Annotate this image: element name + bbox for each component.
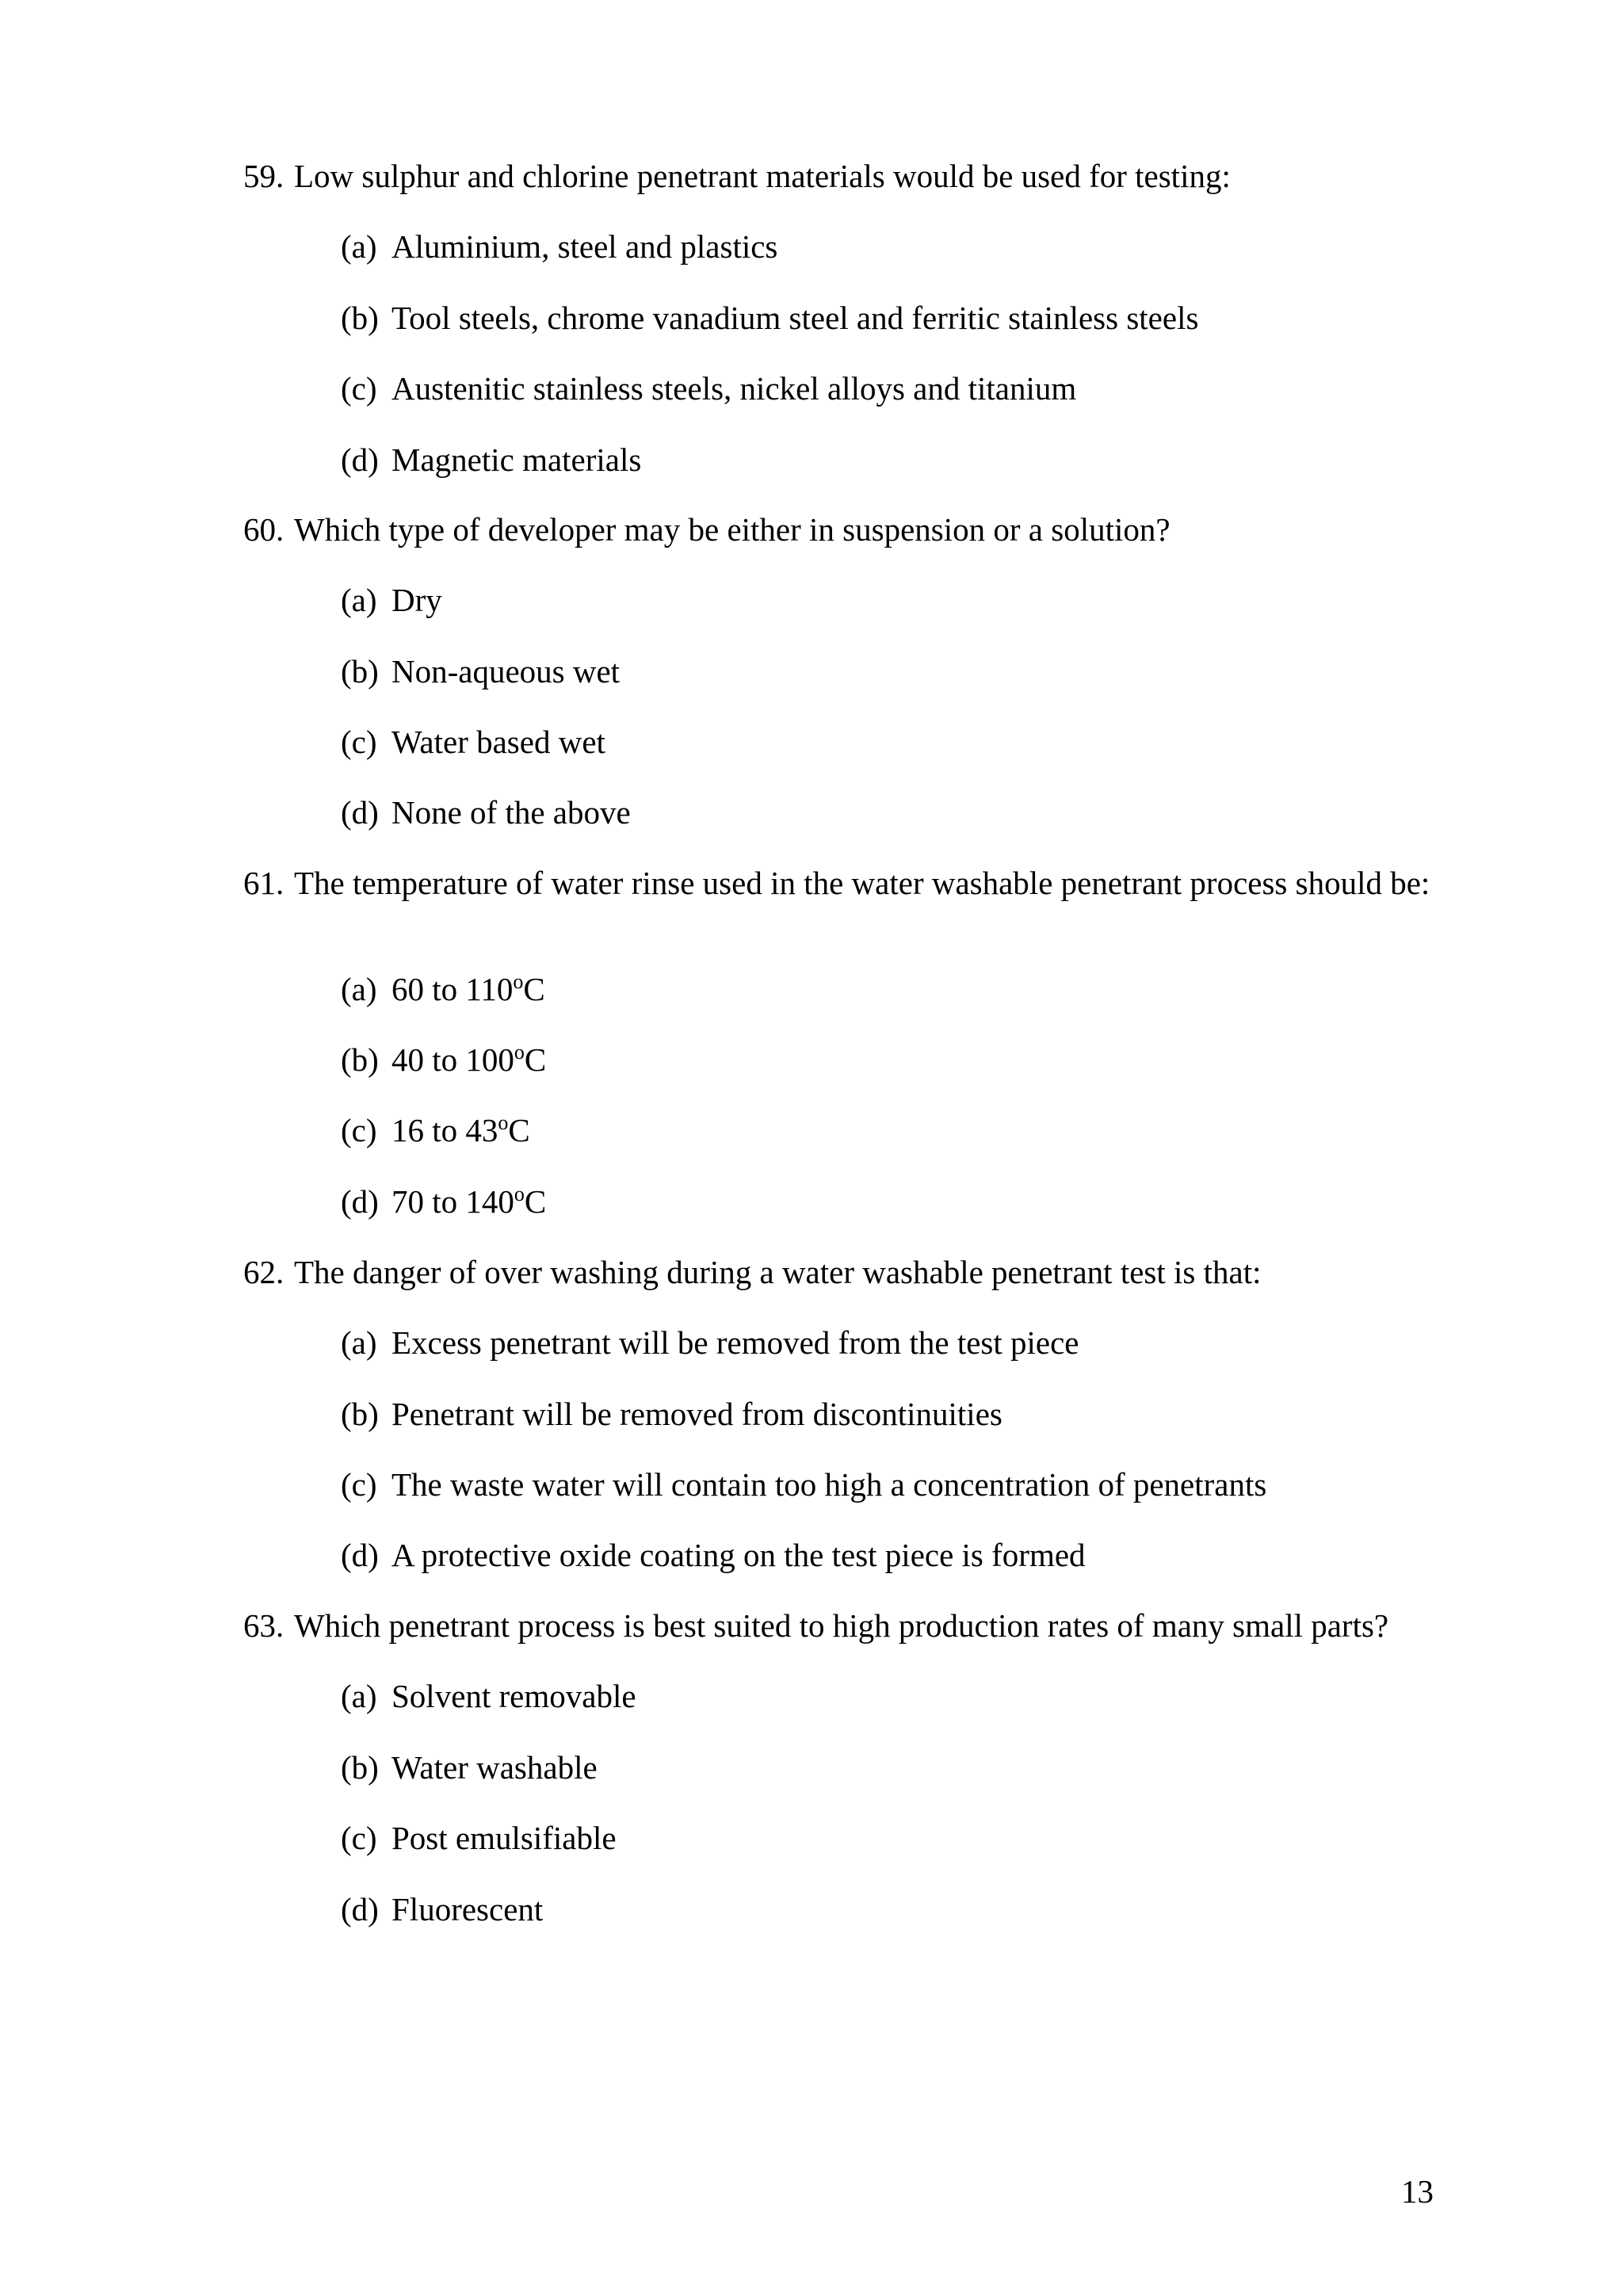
- option-text: None of the above: [391, 794, 631, 831]
- option-59-a: [341, 227, 777, 266]
- question-59: [243, 156, 1438, 196]
- option-letter: (d): [341, 1183, 379, 1220]
- option-letter: (c): [341, 1820, 377, 1856]
- option-60-d: [341, 793, 631, 832]
- question-number: 62.: [243, 1254, 285, 1290]
- option-text: Solvent removable: [391, 1678, 636, 1714]
- option-text: A protective oxide coating on the test piece is formed: [391, 1537, 1086, 1573]
- option-letter: (d): [341, 1537, 379, 1573]
- question-60: [243, 510, 1438, 549]
- option-text: Aluminium, steel and plastics: [391, 228, 778, 265]
- option-letter: (b): [341, 653, 379, 690]
- option-text: Water washable: [391, 1749, 598, 1786]
- option-text: Magnetic materials: [391, 441, 642, 478]
- option-62-b: [341, 1394, 1002, 1434]
- question-text: Which type of developer may be either in suspension or a solution?: [294, 511, 1170, 548]
- option-text: Excess penetrant will be removed from the test piece: [391, 1324, 1079, 1361]
- question-63: [243, 1606, 1438, 1645]
- question-number: 60.: [243, 511, 285, 548]
- option-text: Fluorescent: [391, 1891, 544, 1927]
- option-60-a: [341, 580, 442, 620]
- question-number: 59.: [243, 158, 285, 194]
- option-letter: (c): [341, 370, 377, 407]
- option-text: Post emulsifiable: [391, 1820, 617, 1856]
- question-number: 61.: [243, 865, 285, 901]
- question-text: The temperature of water rinse used in the water washable penetrant process should be:: [294, 865, 1430, 901]
- option-63-d: [341, 1889, 543, 1929]
- question-62: [243, 1252, 1438, 1292]
- option-63-a: [341, 1676, 636, 1716]
- option-letter: (d): [341, 794, 379, 831]
- option-letter: (a): [341, 1324, 377, 1361]
- option-60-c: [341, 722, 605, 762]
- option-text: 70 to 140$^o$C: [391, 1182, 547, 1220]
- option-63-b: [341, 1748, 598, 1787]
- option-text: Tool steels, chrome vanadium steel and ferritic stainless steels: [391, 300, 1199, 336]
- option-59-b: [341, 298, 1198, 338]
- option-letter: (a): [341, 582, 377, 618]
- option-62-a: [341, 1323, 1079, 1362]
- option-text: Water based wet: [391, 724, 605, 760]
- question-text: Low sulphur and chlorine penetrant materials would be used for testing:: [294, 158, 1231, 194]
- option-text: The waste water will contain too high a concentration of penetrants: [391, 1466, 1267, 1503]
- question-text: Which penetrant process is best suited to high production rates of many small parts?: [294, 1607, 1389, 1644]
- option-62-d: [341, 1535, 1086, 1575]
- option-59-c: [341, 369, 1076, 408]
- option-letter: (d): [341, 1891, 379, 1927]
- option-61-a: [341, 969, 545, 1009]
- option-61-d: [341, 1182, 546, 1221]
- option-text: 40 to 100$^o$C: [391, 1041, 547, 1078]
- option-letter: (c): [341, 724, 377, 760]
- question-61: [243, 863, 1438, 903]
- option-63-c: [341, 1818, 617, 1858]
- option-letter: (b): [341, 300, 379, 336]
- option-62-c: [341, 1465, 1266, 1504]
- page-number: 13: [1401, 2173, 1434, 2210]
- option-letter: (c): [341, 1466, 377, 1503]
- option-letter: (a): [341, 1678, 377, 1714]
- option-letter: (a): [341, 971, 377, 1007]
- option-text: Austenitic stainless steels, nickel alloys and titanium: [391, 370, 1077, 407]
- option-letter: (b): [341, 1396, 379, 1432]
- option-text: 16 to 43$^o$C: [391, 1111, 530, 1148]
- question-number: 63.: [243, 1607, 285, 1644]
- option-text: Penetrant will be removed from discontinuities: [391, 1396, 1002, 1432]
- option-letter: (d): [341, 441, 379, 478]
- question-text: The danger of over washing during a water washable penetrant test is that:: [294, 1254, 1262, 1290]
- option-letter: (b): [341, 1041, 379, 1078]
- option-61-c: [341, 1110, 530, 1150]
- option-letter: (b): [341, 1749, 379, 1786]
- option-text: 60 to 110$^o$C: [391, 970, 545, 1007]
- option-letter: (c): [341, 1112, 377, 1148]
- option-61-b: [341, 1040, 546, 1079]
- option-letter: (a): [341, 228, 377, 265]
- option-text: Dry: [391, 582, 442, 618]
- option-60-b: [341, 651, 620, 691]
- option-text: Non-aqueous wet: [391, 653, 621, 690]
- option-59-d: [341, 440, 641, 479]
